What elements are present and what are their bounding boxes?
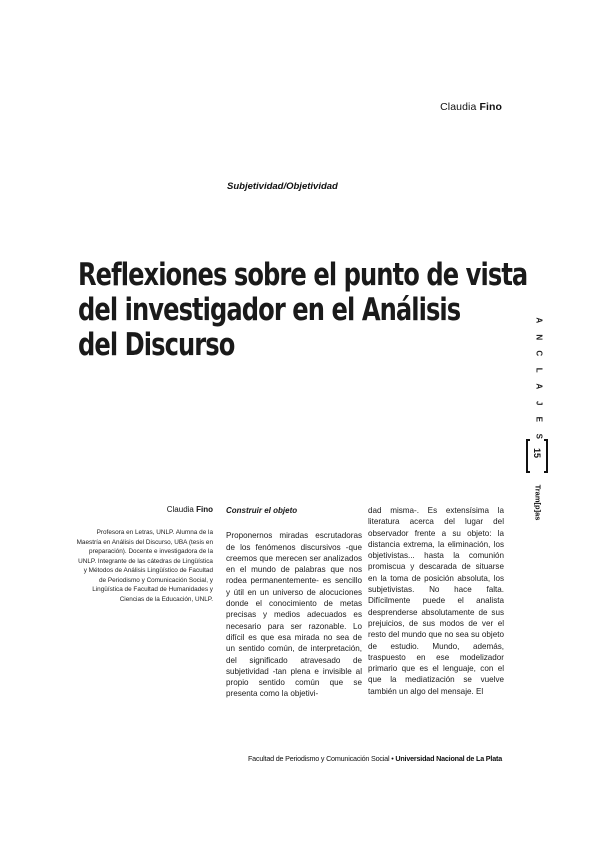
bracket-left-icon xyxy=(526,439,530,473)
footer-university: Universidad Nacional de La Plata xyxy=(395,754,502,763)
title-line: Reflexiones sobre el punto de vista xyxy=(78,257,528,293)
header-author-last: Fino xyxy=(479,101,502,113)
footer-separator: • xyxy=(391,754,394,763)
brand-letter: S xyxy=(534,433,544,439)
brand-letter: E xyxy=(534,416,544,422)
journal-side-brand xyxy=(522,312,552,522)
author-last-name: Fino xyxy=(196,505,213,514)
issue-number-box xyxy=(526,439,548,473)
running-header-author xyxy=(440,101,502,113)
issue-number: 15 xyxy=(532,447,542,458)
author-name xyxy=(76,505,213,514)
body-column-1 xyxy=(226,505,362,700)
bracket-right-icon xyxy=(544,439,548,473)
journal-name: Tram[p]as xyxy=(533,484,543,521)
author-block xyxy=(76,505,213,604)
body-paragraph: Proponernos miradas escrutadoras de los fenómenos discursivos -que creemos que merecen ser analizados en el mundo de palabras que nos rodea permanentemente- es sencillo y útil en un universo de alocuciones donde el conocimiento de metas precisas y medios adecuados es necesario para ser razonable. Lo difícil es que esa mirada no sea de un sentido común, de interpretación, del significado atravesado de subjetividad -tan plena e invisible al propio sentido común que se presenta como la objetivi- xyxy=(226,531,362,699)
brand-letter: A xyxy=(534,317,544,324)
brand-letter: A xyxy=(534,383,544,390)
journal-name-vertical xyxy=(523,484,553,524)
header-author-first: Claudia xyxy=(440,101,477,113)
body-paragraph: dad misma-. Es extensísima la literatura acerca del lugar del observador frente a su objeto: la distancia extrema, la eliminación, los objetivistas... hasta la comunión promiscua y descarada de situarse en la toma de posición absoluta, los subjetivistas. No hace falta. Difícilmente puede el analista desprenderse absolutamente de sus prejuicios, de sus modos de ver el resto del mundo que no sea su objeto de estudio. Mundo, además, traspuesto en ese modelizador primario que es el lenguaje, con el que la mediatización se vuelve también un algo del mensaje. El xyxy=(368,506,504,696)
article-title xyxy=(78,257,528,363)
anclajes-vertical-label xyxy=(533,312,543,444)
brand-letter: L xyxy=(534,367,544,373)
brand-letter: C xyxy=(534,350,544,357)
page-footer xyxy=(248,754,502,763)
author-first-name: Claudia xyxy=(166,505,194,514)
body-column-2 xyxy=(368,505,504,697)
subsection-heading: Construir el objeto xyxy=(226,506,298,515)
footer-faculty: Facultad de Periodismo y Comunicación Social xyxy=(247,754,390,763)
author-bio: Profesora en Letras, UNLP. Alumna de la Maestría en Análisis del Discurso, UBA (tesis en preparación). Docente e investigadora de la UNLP. Integrante de las cátedras de Lingüística y Métodos de Análisis Lingüístico de Facultad de Periodismo y Comunicación Social, y Lingüística de Facultad de Humanidades y Ciencias de la Educación, UNLP. xyxy=(76,529,213,603)
section-label: Subjetividad/Objetividad xyxy=(227,181,338,192)
title-line: del Discurso xyxy=(78,327,235,363)
title-line: del investigador en el Análisis xyxy=(78,292,461,328)
brand-letter: J xyxy=(534,400,544,405)
brand-letter: N xyxy=(534,333,544,340)
